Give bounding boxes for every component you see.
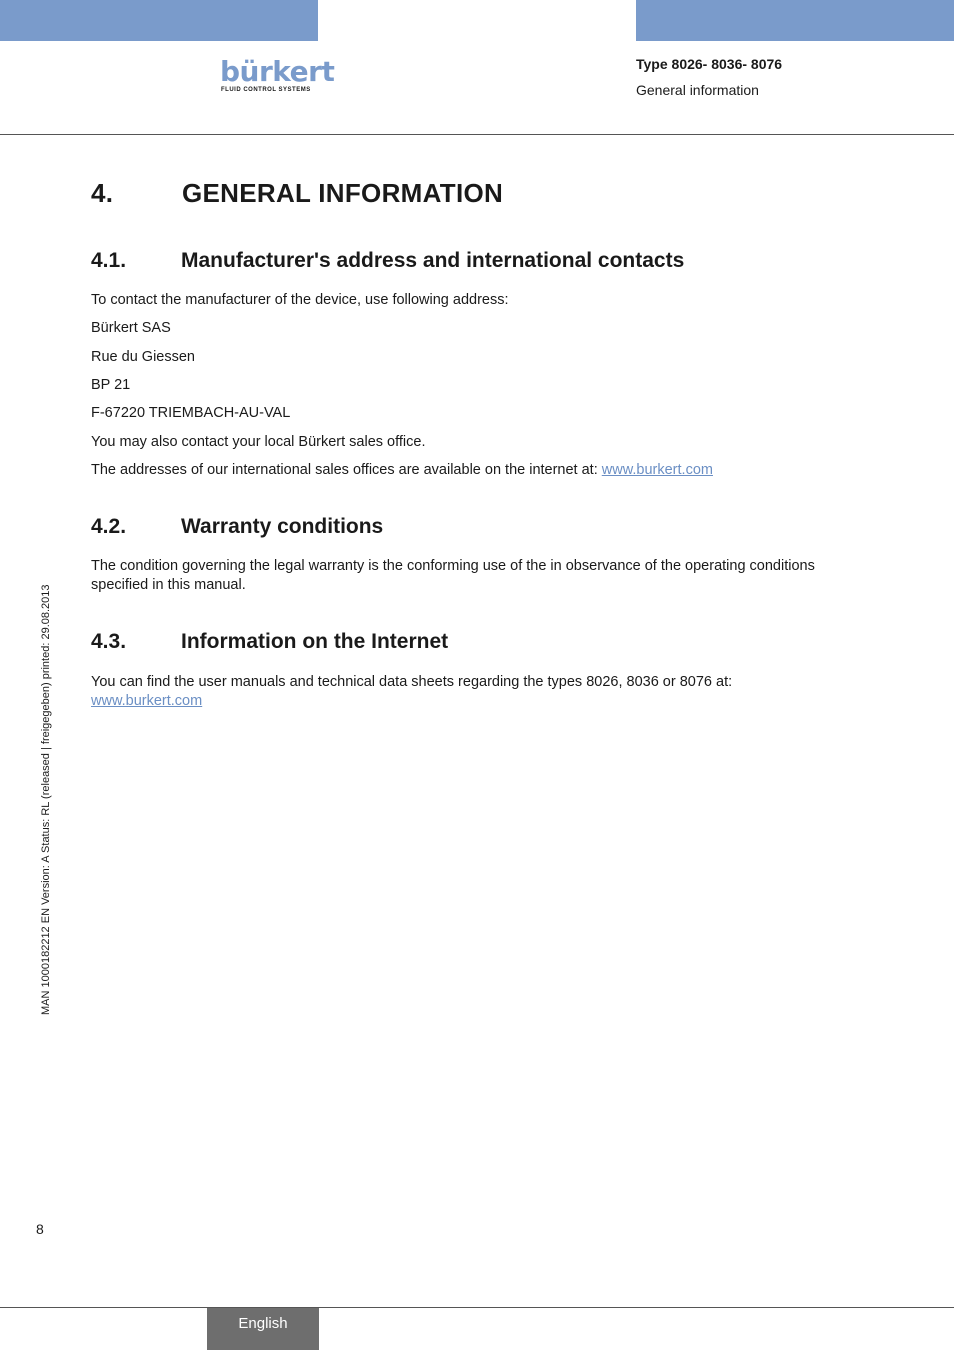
section-number: 4.3.	[91, 630, 127, 653]
address-city: F-67220 TRIEMBACH-AU-VAL	[91, 405, 291, 421]
header-bar-left	[0, 0, 318, 41]
paragraph: specified in this manual.	[91, 577, 246, 593]
section-number: 4.2.	[91, 515, 127, 538]
burkert-logo	[220, 55, 335, 96]
paragraph: You may also contact your local Bürkert sales office.	[91, 434, 426, 450]
header-section-line: General information	[636, 82, 759, 98]
document-metadata-vertical: MAN 1000182212 EN Version: A Status: RL (released | freigegeben) printed: 29.08.2013	[40, 584, 52, 1015]
section-title: Warranty conditions	[181, 515, 384, 538]
chapter-number: 4.	[91, 178, 114, 208]
website-link[interactable]: www.burkert.com	[601, 462, 713, 478]
footer-divider	[0, 1307, 954, 1308]
logo-subtitle: FLUID CONTROL SYSTEMS	[221, 87, 311, 93]
language-tab: English	[207, 1308, 319, 1350]
logo-wordmark: bürkert	[220, 55, 335, 88]
paragraph: You can find the user manuals and technical data sheets regarding the types 8026, 8036 or 8076 at:	[91, 674, 733, 690]
address-company: Bürkert SAS	[91, 320, 171, 336]
address-street: Rue du Giessen	[91, 349, 195, 365]
paragraph: The condition governing the legal warranty is the conforming use of the in observance of the operating conditions	[91, 558, 815, 574]
header-bar-right	[636, 0, 954, 41]
section-title: Manufacturer's address and international contacts	[181, 249, 685, 272]
header-type-line: Type 8026- 8036- 8076	[636, 56, 783, 72]
section-title: Information on the Internet	[181, 630, 449, 653]
chapter-title: GENERAL INFORMATION	[182, 178, 504, 208]
section-number: 4.1.	[91, 249, 127, 272]
website-link[interactable]: www.burkert.com	[91, 693, 203, 709]
paragraph-internet	[91, 461, 713, 480]
page-number: 8	[36, 1221, 44, 1237]
paragraph-link	[91, 692, 202, 711]
address-po-box: BP 21	[91, 377, 131, 393]
internet-text: The addresses of our international sales offices are available on the internet at:	[91, 462, 602, 478]
header-divider	[0, 134, 954, 135]
paragraph: To contact the manufacturer of the device, use following address:	[91, 292, 509, 308]
